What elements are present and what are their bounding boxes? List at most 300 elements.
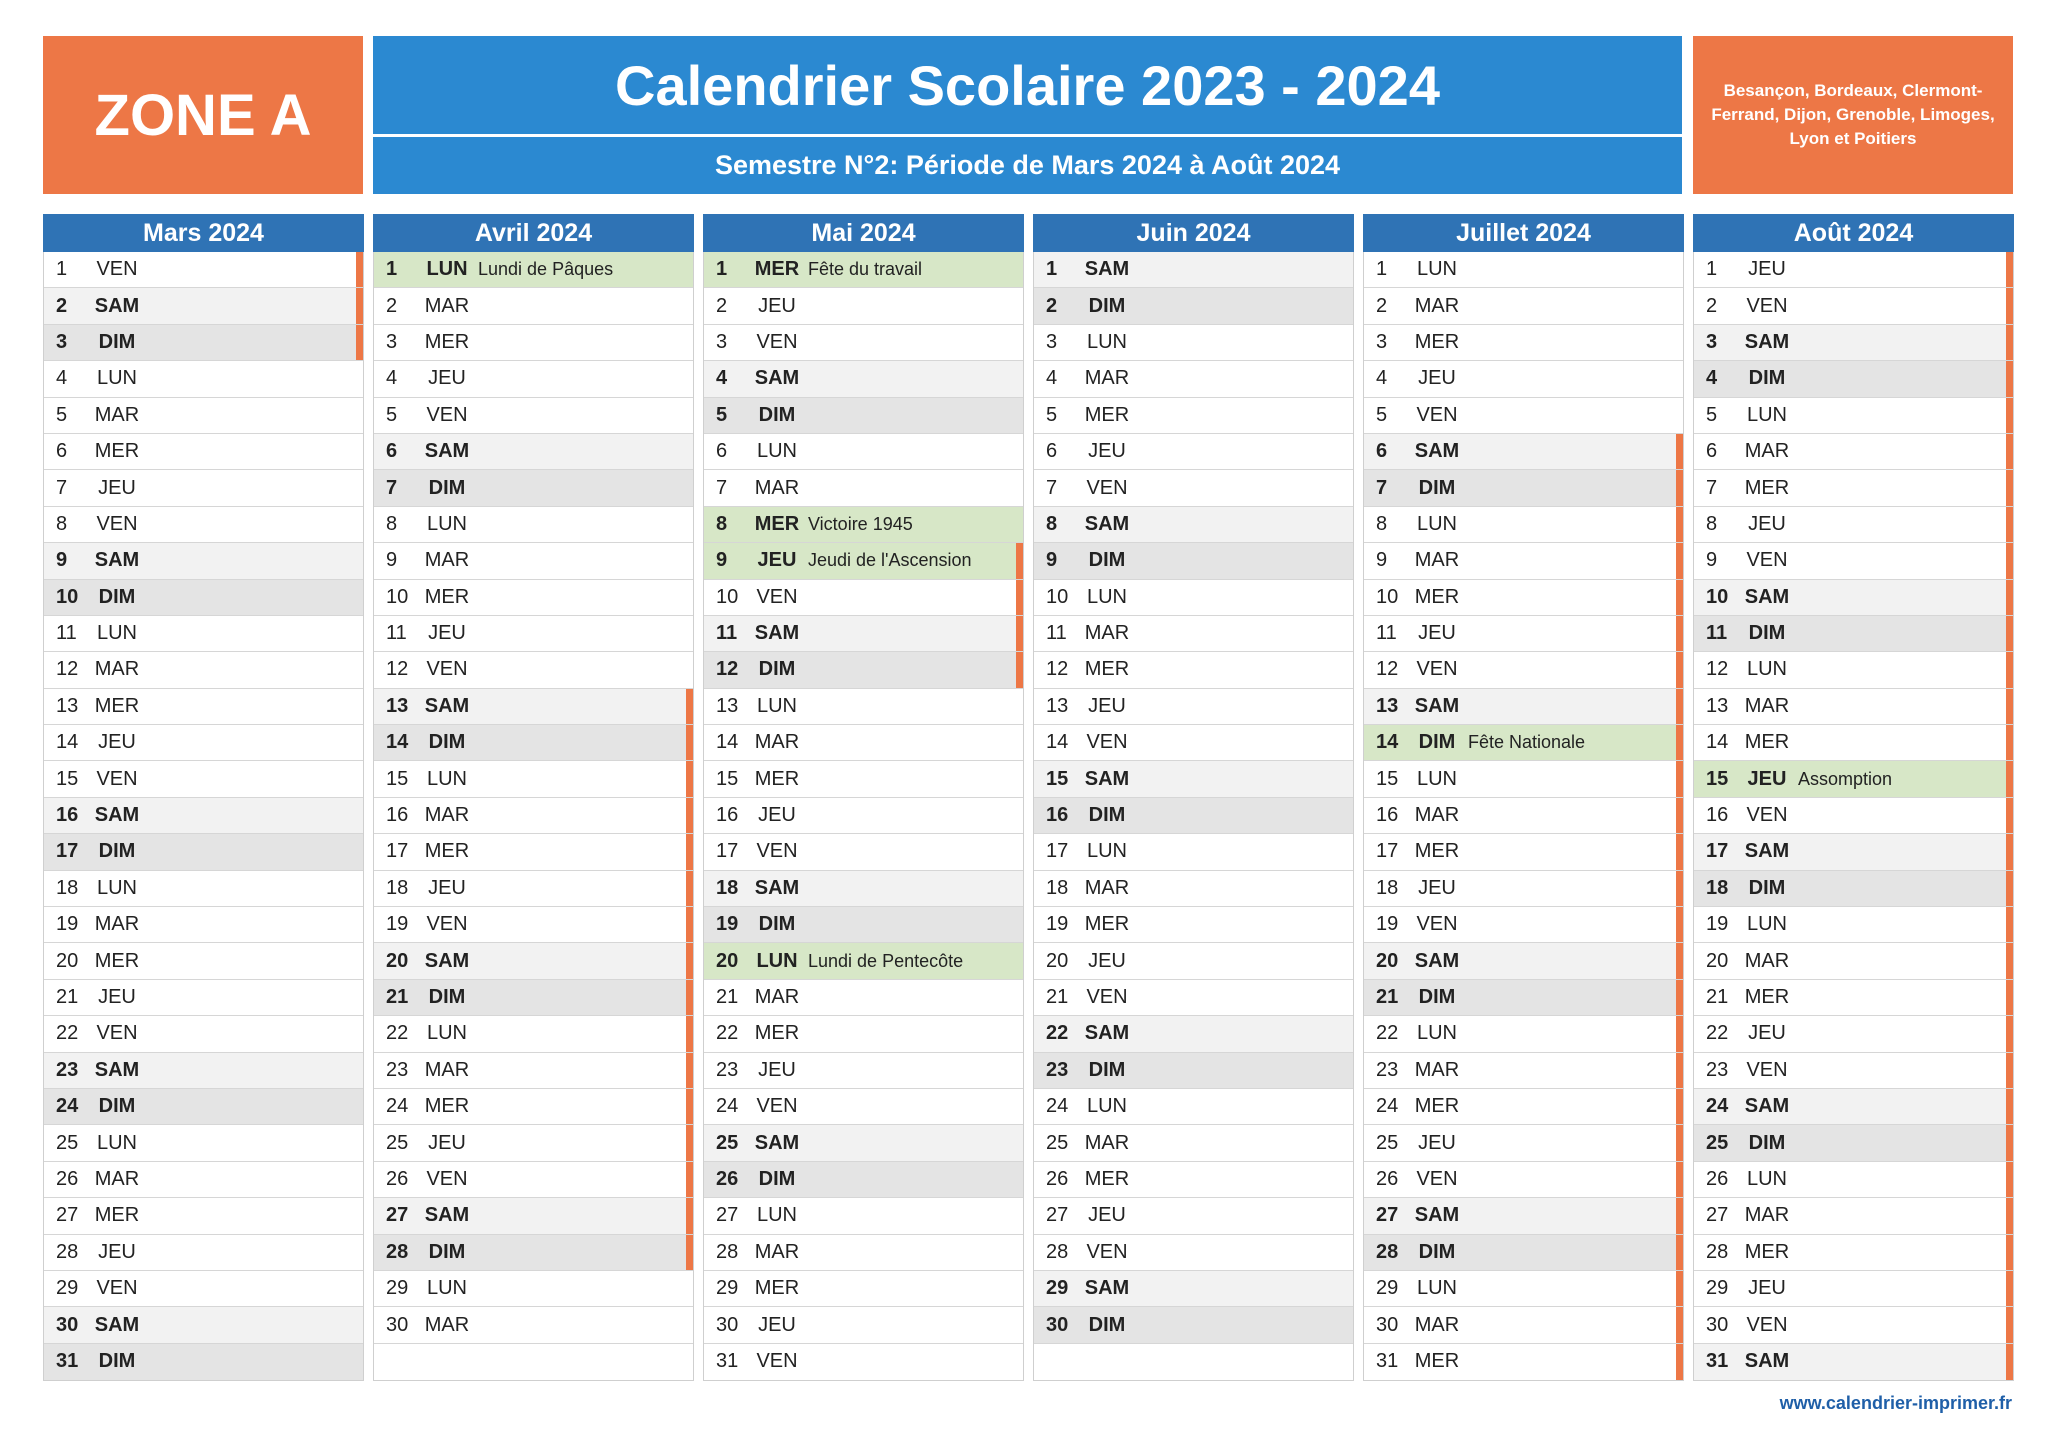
day-row: [44, 980, 363, 1016]
vacation-marker: [1676, 1198, 1683, 1233]
day-number: 12: [386, 658, 409, 681]
holiday-name: Fête du travail: [808, 259, 923, 280]
vacation-marker: [686, 871, 693, 906]
day-name: MAR: [754, 731, 800, 754]
day-number: 31: [56, 1350, 79, 1373]
day-number: 9: [386, 549, 398, 572]
day-row: [44, 1198, 363, 1234]
day-number: 24: [1046, 1095, 1069, 1118]
day-number: 3: [56, 330, 68, 353]
day-row: [44, 725, 363, 761]
vacation-marker: [1016, 616, 1023, 651]
day-row: [704, 325, 1023, 361]
day-name: MAR: [424, 1058, 470, 1081]
day-number: 19: [1376, 913, 1399, 936]
day-name: LUN: [756, 949, 798, 972]
vacation-marker: [2006, 288, 2013, 323]
day-row: [704, 689, 1023, 725]
day-row: [1034, 434, 1353, 470]
day-row: [1694, 1271, 2013, 1307]
day-row: [704, 1089, 1023, 1125]
day-row: [44, 1125, 363, 1161]
day-row: [374, 689, 693, 725]
day-name: MER: [754, 1022, 800, 1045]
day-name: JEU: [1418, 622, 1456, 645]
vacation-marker: [1676, 798, 1683, 833]
day-name: VEN: [426, 1167, 468, 1190]
day-number: 19: [716, 913, 739, 936]
day-name: MAR: [94, 1167, 140, 1190]
day-row: [1034, 1235, 1353, 1271]
day-name: DIM: [1088, 549, 1126, 572]
vacation-marker: [686, 1198, 693, 1233]
day-number: 27: [1376, 1204, 1399, 1227]
day-name: VEN: [1086, 1240, 1128, 1263]
day-name: SAM: [94, 804, 140, 827]
vacation-marker: [2006, 361, 2013, 396]
day-number: 16: [716, 804, 739, 827]
day-row: [1694, 1198, 2013, 1234]
day-number: 22: [716, 1022, 739, 1045]
day-number: 30: [1706, 1313, 1729, 1336]
day-name: MAR: [424, 1313, 470, 1336]
day-number: 23: [386, 1058, 409, 1081]
vacation-marker: [1676, 907, 1683, 942]
day-name: LUN: [756, 1204, 797, 1227]
day-name: VEN: [756, 330, 798, 353]
day-name: VEN: [1746, 804, 1788, 827]
vacation-marker: [686, 980, 693, 1015]
day-number: 17: [1046, 840, 1069, 863]
day-row: [1364, 1016, 1683, 1052]
vacation-marker: [686, 761, 693, 796]
day-row: [1694, 507, 2013, 543]
day-name: DIM: [1748, 1131, 1786, 1154]
day-number: 7: [1046, 476, 1058, 499]
day-name: SAM: [1744, 1350, 1790, 1373]
day-name: LUN: [1416, 1022, 1457, 1045]
day-number: 13: [56, 694, 79, 717]
day-name: VEN: [96, 512, 138, 535]
day-name: MER: [1084, 1167, 1130, 1190]
day-name: MER: [1414, 1095, 1460, 1118]
day-number: 21: [1706, 986, 1729, 1008]
day-number: 5: [1376, 403, 1388, 426]
day-name: MER: [94, 694, 140, 717]
vacation-marker: [686, 1162, 693, 1197]
day-name: LUN: [756, 694, 797, 717]
day-name: MAR: [1414, 1313, 1460, 1336]
day-name: JEU: [1418, 876, 1456, 899]
day-row: [704, 543, 1023, 579]
day-row: [1034, 1198, 1353, 1234]
day-number: 18: [1706, 876, 1729, 899]
day-name: DIM: [428, 476, 466, 499]
day-name: MAR: [754, 1240, 800, 1263]
day-row: [1364, 943, 1683, 979]
day-number: 11: [1706, 622, 1728, 645]
day-number: 14: [1706, 731, 1729, 754]
day-number: 25: [1046, 1131, 1069, 1154]
day-name: DIM: [758, 1167, 796, 1190]
day-name: JEU: [1418, 367, 1456, 390]
day-name: JEU: [98, 986, 136, 1008]
day-number: 8: [1046, 512, 1058, 535]
day-number: 12: [716, 658, 739, 681]
day-row: [1034, 543, 1353, 579]
day-name: DIM: [428, 986, 466, 1008]
day-row: [1364, 361, 1683, 397]
day-name: DIM: [758, 658, 796, 681]
month-column: [43, 214, 364, 1381]
day-name: SAM: [1414, 949, 1460, 972]
holiday-name: Assomption: [1798, 768, 1893, 789]
day-number: 29: [1046, 1277, 1069, 1300]
day-number: 18: [716, 876, 739, 899]
day-name: MER: [1084, 913, 1130, 936]
day-number: 12: [56, 658, 79, 681]
day-name: LUN: [1746, 403, 1787, 426]
day-number: 1: [716, 258, 728, 281]
day-name: VEN: [1416, 1167, 1458, 1190]
day-number: 11: [716, 622, 738, 645]
page-title: Calendrier Scolaire 2023 - 2024: [373, 36, 1682, 137]
day-list: [1033, 252, 1354, 1381]
day-number: 6: [1046, 440, 1058, 463]
day-number: 14: [386, 731, 409, 754]
day-name: VEN: [1746, 549, 1788, 572]
vacation-marker: [2006, 1053, 2013, 1088]
day-name: MAR: [424, 804, 470, 827]
day-row: [1034, 689, 1353, 725]
day-row: [1694, 980, 2013, 1016]
day-name: JEU: [1418, 1131, 1456, 1154]
day-number: 28: [1376, 1240, 1399, 1263]
vacation-marker: [356, 325, 363, 360]
day-row: [1694, 1016, 2013, 1052]
day-row: [374, 1089, 693, 1125]
day-number: 25: [1706, 1131, 1729, 1154]
day-name: MER: [94, 1204, 140, 1227]
day-name: MAR: [1084, 876, 1130, 899]
day-number: 23: [1706, 1058, 1729, 1081]
day-name: LUN: [1086, 1095, 1127, 1118]
day-row: [44, 434, 363, 470]
day-name: MER: [1744, 476, 1790, 499]
day-row: [704, 361, 1023, 397]
day-row: [374, 834, 693, 870]
day-row: [374, 725, 693, 761]
day-number: 22: [386, 1022, 409, 1045]
day-number: 24: [1706, 1095, 1729, 1118]
day-name: SAM: [94, 1313, 140, 1336]
day-row: [44, 761, 363, 797]
vacation-marker: [1676, 761, 1683, 796]
day-row: [1694, 543, 2013, 579]
day-row: [1034, 1125, 1353, 1161]
vacation-marker: [1676, 1089, 1683, 1124]
day-name: DIM: [98, 1095, 136, 1118]
vacation-marker: [2006, 325, 2013, 360]
day-row: [1364, 252, 1683, 288]
day-row: [374, 761, 693, 797]
day-number: 25: [56, 1131, 79, 1154]
day-number: 12: [1046, 658, 1069, 681]
day-name: MAR: [424, 549, 470, 572]
day-name: SAM: [94, 1058, 140, 1081]
day-number: 11: [1046, 622, 1067, 645]
day-name: LUN: [1746, 913, 1787, 936]
website-link[interactable]: www.calendrier-imprimer.fr: [1779, 1393, 2012, 1413]
day-number: 10: [1376, 585, 1399, 608]
day-number: 31: [716, 1350, 739, 1373]
day-name: VEN: [426, 913, 468, 936]
vacation-marker: [2006, 1344, 2013, 1380]
day-number: 2: [56, 294, 68, 317]
day-name: JEU: [1088, 949, 1126, 972]
day-row: [1034, 398, 1353, 434]
day-number: 28: [716, 1240, 739, 1263]
day-name: MER: [1414, 585, 1460, 608]
day-number: 28: [56, 1240, 79, 1263]
day-number: 30: [56, 1313, 79, 1336]
day-row: [1694, 761, 2013, 797]
day-number: 12: [1376, 658, 1399, 681]
day-row: [44, 361, 363, 397]
day-row: [44, 252, 363, 288]
day-name: LUN: [426, 512, 467, 535]
day-row: [374, 398, 693, 434]
day-number: 26: [1376, 1167, 1399, 1190]
day-name: MAR: [94, 658, 140, 681]
day-row: [374, 1344, 693, 1380]
day-number: 26: [386, 1167, 409, 1190]
day-name: SAM: [1414, 694, 1460, 717]
day-number: 14: [1376, 731, 1399, 754]
day-row: [704, 761, 1023, 797]
day-name: JEU: [1748, 1022, 1786, 1045]
day-name: VEN: [1746, 1058, 1788, 1081]
day-number: 10: [386, 585, 409, 608]
day-number: 12: [1706, 658, 1729, 681]
day-number: 14: [1046, 731, 1069, 754]
day-number: 13: [1706, 694, 1729, 717]
day-name: SAM: [1744, 1095, 1790, 1118]
day-number: 29: [716, 1277, 739, 1300]
day-row: [704, 616, 1023, 652]
day-number: 8: [1706, 512, 1718, 535]
day-row: [1364, 616, 1683, 652]
day-number: 21: [1376, 986, 1399, 1008]
month-header: Juillet 2024: [1363, 214, 1684, 252]
vacation-marker: [1676, 834, 1683, 869]
day-name: LUN: [1086, 585, 1127, 608]
day-row: [1364, 1344, 1683, 1380]
day-row: [704, 252, 1023, 288]
day-name: MER: [754, 767, 800, 790]
day-number: 20: [1376, 949, 1399, 972]
day-number: 7: [56, 476, 68, 499]
day-name: VEN: [96, 1277, 138, 1300]
day-name: SAM: [94, 294, 140, 317]
day-row: [1034, 725, 1353, 761]
day-name: SAM: [94, 549, 140, 572]
day-number: 15: [1046, 767, 1069, 790]
day-number: 6: [1706, 440, 1718, 463]
day-row: [44, 580, 363, 616]
day-name: MER: [424, 840, 470, 863]
day-row: [704, 1235, 1023, 1271]
day-name: JEU: [98, 476, 136, 499]
day-row: [1364, 434, 1683, 470]
day-name: LUN: [1086, 330, 1127, 353]
day-name: LUN: [96, 1131, 137, 1154]
day-row: [44, 470, 363, 506]
day-name: SAM: [754, 876, 800, 899]
day-name: LUN: [426, 1277, 467, 1300]
vacation-marker: [1676, 652, 1683, 687]
day-row: [1694, 1053, 2013, 1089]
day-name: MER: [424, 585, 470, 608]
month-header: Avril 2024: [373, 214, 694, 252]
day-row: [374, 543, 693, 579]
day-number: 30: [386, 1313, 409, 1336]
day-number: 23: [716, 1058, 739, 1081]
day-name: MER: [754, 258, 800, 281]
day-row: [704, 1344, 1023, 1380]
day-number: 10: [1706, 585, 1729, 608]
day-name: JEU: [758, 1313, 796, 1336]
day-row: [44, 1162, 363, 1198]
day-row: [1034, 470, 1353, 506]
day-number: 5: [56, 403, 68, 426]
month-column: [1693, 214, 2014, 1381]
day-name: JEU: [758, 804, 796, 827]
day-name: MAR: [1084, 622, 1130, 645]
vacation-marker: [686, 1125, 693, 1160]
day-name: MER: [1084, 403, 1130, 426]
vacation-marker: [1676, 689, 1683, 724]
vacation-marker: [1676, 1053, 1683, 1088]
day-name: MAR: [94, 403, 140, 426]
day-number: 31: [1706, 1350, 1729, 1373]
day-name: JEU: [428, 876, 466, 899]
day-number: 16: [1706, 804, 1729, 827]
day-number: 3: [1046, 330, 1058, 353]
zone-cities: Besançon, Bordeaux, Clermont-Ferrand, Dijon, Grenoble, Limoges, Lyon et Poitiers: [1693, 36, 2013, 194]
day-number: 9: [1046, 549, 1058, 572]
day-name: VEN: [1416, 913, 1458, 936]
day-row: [1364, 725, 1683, 761]
day-row: [1364, 1198, 1683, 1234]
day-name: MER: [424, 330, 470, 353]
day-row: [44, 507, 363, 543]
day-row: [1034, 616, 1353, 652]
day-row: [1694, 834, 2013, 870]
day-name: MAR: [1744, 694, 1790, 717]
day-number: 15: [716, 767, 739, 790]
day-number: 22: [56, 1022, 79, 1045]
day-name: MAR: [1744, 440, 1790, 463]
day-name: MAR: [1084, 367, 1130, 390]
day-number: 27: [1046, 1204, 1069, 1227]
day-name: MER: [1414, 330, 1460, 353]
day-row: [44, 1271, 363, 1307]
day-name: VEN: [96, 258, 138, 281]
day-number: 24: [1376, 1095, 1399, 1118]
day-name: MAR: [1414, 294, 1460, 317]
day-number: 27: [56, 1204, 79, 1227]
day-name: MAR: [1084, 1131, 1130, 1154]
day-number: 23: [1046, 1058, 1069, 1081]
day-number: 22: [1046, 1022, 1069, 1045]
day-number: 11: [56, 622, 77, 645]
day-name: VEN: [1416, 403, 1458, 426]
day-row: [1364, 325, 1683, 361]
day-row: [1364, 1053, 1683, 1089]
day-row: [1694, 434, 2013, 470]
day-row: [374, 325, 693, 361]
vacation-marker: [686, 943, 693, 978]
day-row: [1364, 1271, 1683, 1307]
day-row: [704, 943, 1023, 979]
vacation-marker: [2006, 1016, 2013, 1051]
day-name: SAM: [754, 622, 800, 645]
day-row: [1694, 689, 2013, 725]
month-header: Juin 2024: [1033, 214, 1354, 252]
day-name: DIM: [1418, 731, 1456, 754]
vacation-marker: [2006, 798, 2013, 833]
day-row: [704, 1271, 1023, 1307]
day-number: 16: [386, 804, 409, 827]
page-subtitle: Semestre N°2: Période de Mars 2024 à Août 2024: [714, 150, 1341, 180]
day-row: [1364, 398, 1683, 434]
day-name: DIM: [758, 403, 796, 426]
day-row: [374, 1053, 693, 1089]
day-row: [44, 689, 363, 725]
day-row: [1694, 871, 2013, 907]
day-row: [1364, 652, 1683, 688]
vacation-marker: [686, 1016, 693, 1051]
day-number: 2: [1046, 294, 1058, 317]
vacation-marker: [686, 798, 693, 833]
day-number: 11: [1376, 622, 1397, 645]
day-name: MER: [94, 440, 140, 463]
day-number: 22: [1376, 1022, 1399, 1045]
day-number: 26: [1706, 1167, 1729, 1190]
day-row: [1694, 616, 2013, 652]
day-number: 29: [56, 1277, 79, 1300]
vacation-marker: [1016, 543, 1023, 578]
day-name: DIM: [428, 1240, 466, 1263]
day-name: VEN: [1086, 986, 1128, 1008]
day-row: [374, 798, 693, 834]
day-name: VEN: [1086, 476, 1128, 499]
day-row: [44, 543, 363, 579]
vacation-marker: [1016, 580, 1023, 615]
day-number: 4: [1376, 367, 1388, 390]
day-row: [1694, 1344, 2013, 1380]
vacation-marker: [1676, 1125, 1683, 1160]
day-number: 5: [716, 403, 728, 426]
day-name: SAM: [1084, 512, 1130, 535]
day-row: [704, 907, 1023, 943]
day-row: [1034, 761, 1353, 797]
day-number: 2: [1706, 294, 1718, 317]
day-row: [374, 1162, 693, 1198]
day-row: [704, 1198, 1023, 1234]
day-row: [1034, 1344, 1353, 1380]
